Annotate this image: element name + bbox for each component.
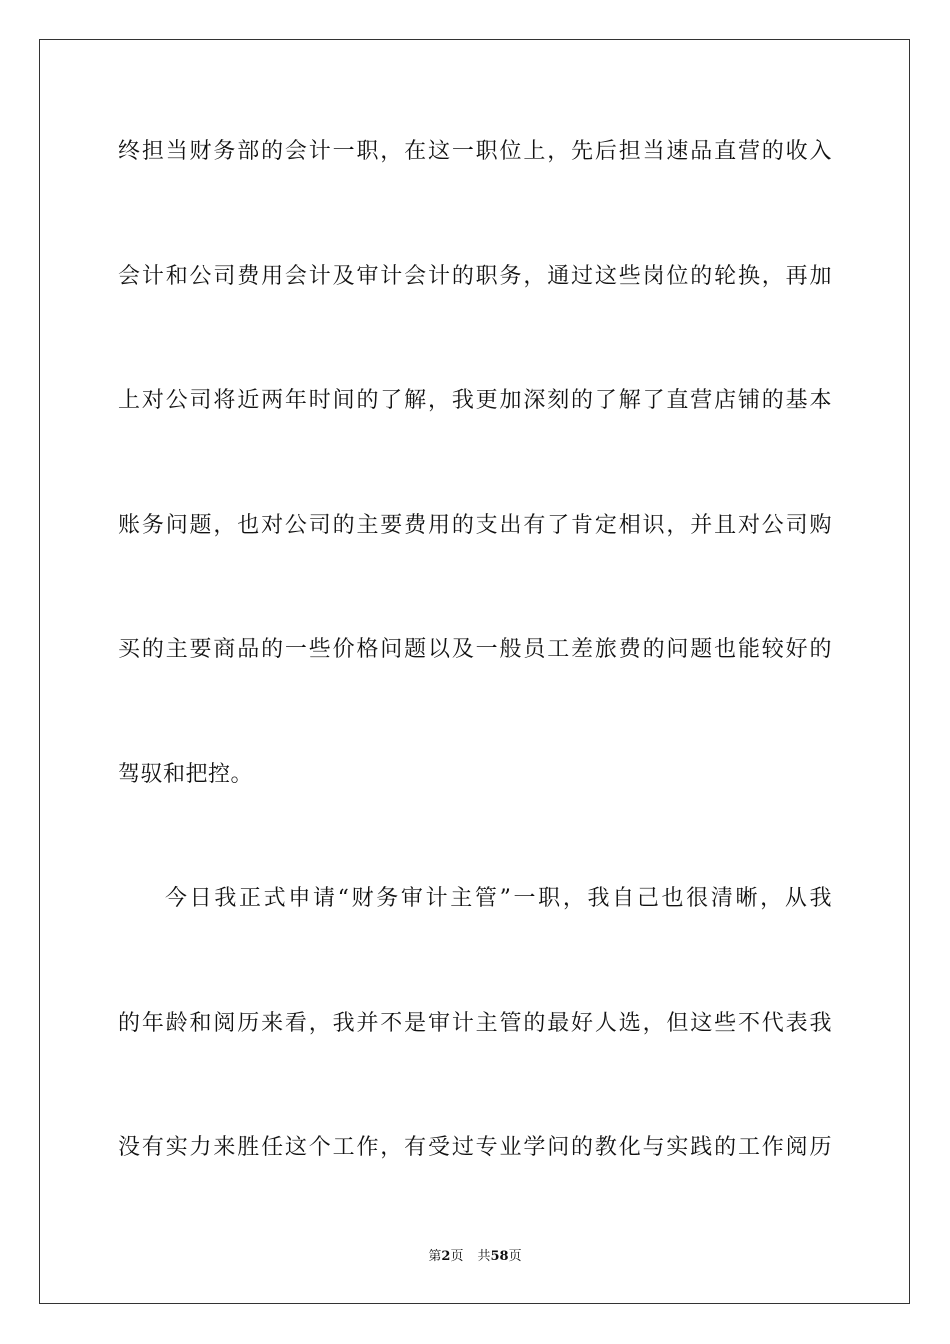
body-text-line: 终担当财务部的会计一职，在这一职位上，先后担当速品直营的收入 [118, 139, 832, 164]
current-page-number: 2 [441, 1249, 451, 1264]
body-text-line: 驾驭和把控。 [118, 762, 254, 787]
page-suffix: 页 [450, 1249, 464, 1264]
total-suffix: 页 [508, 1249, 522, 1264]
body-text-line: 的年龄和阅历来看，我并不是审计主管的最好人选，但这些不代表我 [118, 1011, 832, 1036]
paragraph-first-line: 今日我正式申请“财务审计主管”一职，我自己也很清晰，从我 [165, 886, 832, 911]
total-page-count: 58 [490, 1249, 509, 1264]
body-text-line: 买的主要商品的一些价格问题以及一般员工差旅费的问题也能较好的 [118, 637, 832, 662]
body-text-line: 没有实力来胜任这个工作，有受过专业学问的教化与实践的工作阅历 [118, 1135, 832, 1160]
body-text-line: 上对公司将近两年时间的了解，我更加深刻的了解了直营店铺的基本 [118, 388, 832, 413]
page-footer [0, 1248, 950, 1266]
page-border [39, 39, 910, 1304]
body-text-line: 账务问题，也对公司的主要费用的支出有了肯定相识，并且对公司购 [118, 513, 832, 538]
body-text-line: 会计和公司费用会计及审计会计的职务，通过这些岗位的轮换，再加 [118, 264, 832, 289]
page-prefix: 第 [428, 1249, 442, 1264]
total-prefix: 共 [477, 1249, 491, 1264]
